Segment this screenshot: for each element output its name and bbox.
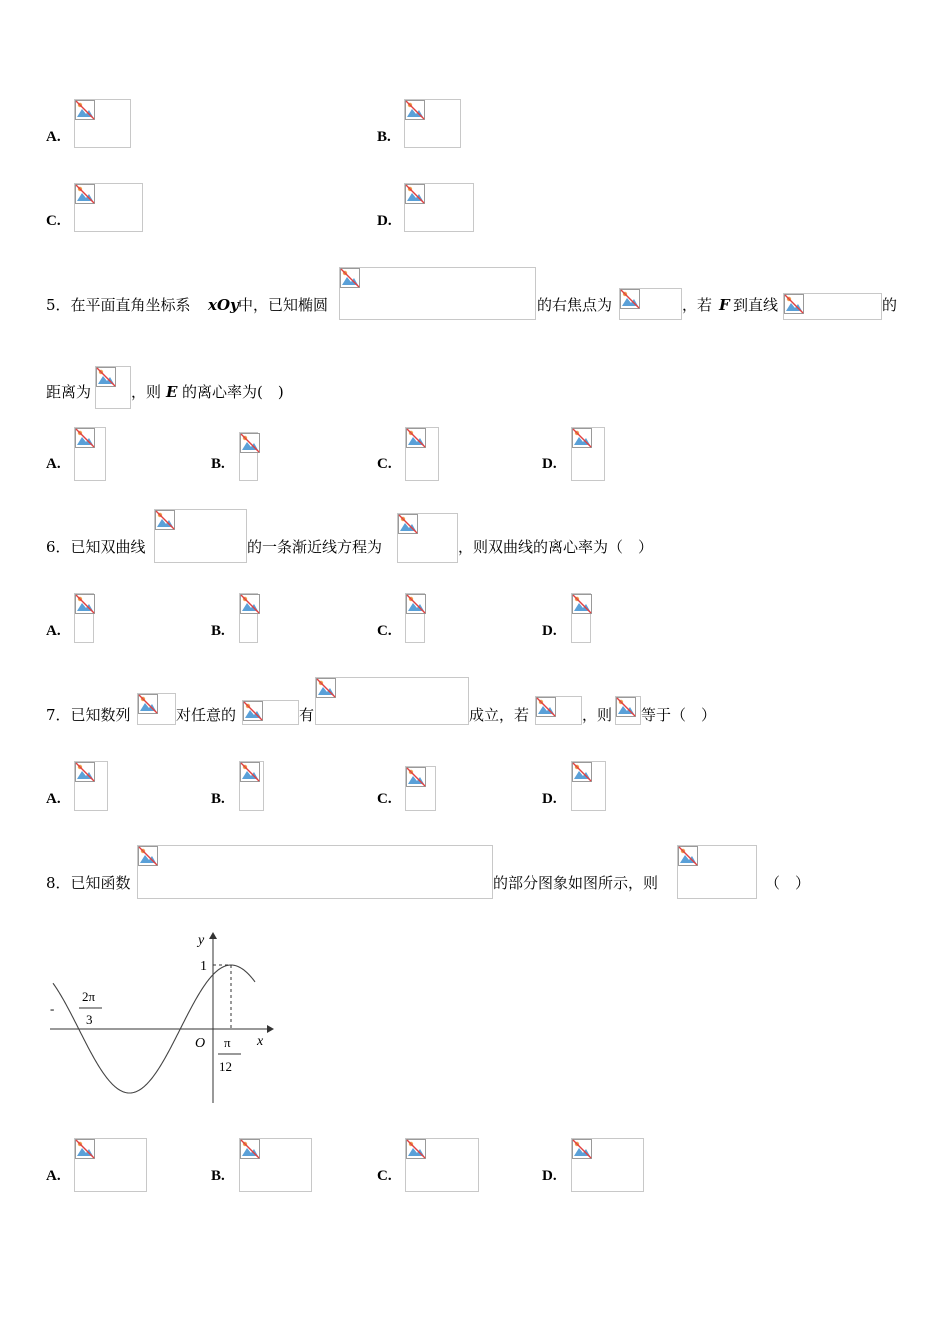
left-fraction-den: 3 (86, 1012, 93, 1027)
option-a-label: A. (46, 1168, 61, 1184)
broken-image-icon (75, 184, 95, 204)
q5-text: 中，已知椭圆 (238, 296, 329, 314)
broken-image-icon (75, 594, 95, 614)
broken-image-icon (75, 100, 95, 120)
q6-text: ，则双曲线的离心率为（ ） (458, 538, 654, 556)
formula-image (535, 696, 582, 725)
option-b-label: B. (211, 1168, 225, 1184)
broken-image-icon (240, 594, 260, 614)
broken-image-icon (75, 1139, 95, 1159)
left-fraction-num: 2π (82, 989, 96, 1004)
formula-image (242, 700, 299, 725)
formula-image (397, 513, 458, 563)
option-d-label: D. (542, 791, 557, 807)
option-b-label: B. (377, 129, 391, 145)
q5-f: F (719, 296, 730, 314)
broken-image-icon (75, 762, 95, 782)
q6-text: 6．已知双曲线 (46, 538, 146, 556)
formula-image (74, 761, 108, 811)
option-d-label: D. (377, 213, 392, 229)
q5-text: ，则 (131, 383, 162, 401)
formula-image (239, 432, 258, 481)
option-c-label: C. (377, 623, 392, 639)
broken-image-icon (406, 594, 426, 614)
broken-image-icon (406, 428, 426, 448)
option-c-label: C. (377, 1168, 392, 1184)
broken-image-icon (784, 294, 804, 314)
formula-image (783, 293, 882, 320)
formula-image (74, 183, 143, 232)
q7-text: ，则 (582, 706, 613, 724)
broken-image-icon (572, 1139, 592, 1159)
q5-text: 的 (882, 296, 898, 314)
max-value-label: 1 (200, 959, 207, 974)
formula-image (405, 427, 439, 481)
option-a-label: A. (46, 791, 61, 807)
formula-image (137, 693, 176, 725)
q5-text: ，若 (682, 296, 713, 314)
formula-image (405, 766, 436, 811)
option-d-label: D. (542, 1168, 557, 1184)
formula-image (571, 427, 605, 481)
q8-text: 8．已知函数 (46, 874, 131, 892)
option-b-label: B. (211, 791, 225, 807)
formula-image (95, 366, 131, 409)
broken-image-icon (240, 762, 260, 782)
neg-sign: - (50, 1001, 55, 1016)
sine-graph (45, 925, 275, 1110)
q8-text: 的部分图象如图所示，则 (493, 874, 659, 892)
q7-text: 等于（ ） (641, 706, 717, 724)
origin-label: O (195, 1036, 206, 1051)
broken-image-icon (138, 846, 158, 866)
formula-image (74, 427, 106, 481)
formula-image (619, 288, 682, 320)
formula-image (404, 99, 461, 148)
option-a-label: A. (46, 623, 61, 639)
q5-text: 的右焦点为 (537, 296, 613, 314)
formula-image (74, 1138, 147, 1192)
option-a-label: A. (46, 129, 61, 145)
formula-image (404, 183, 474, 232)
formula-image (571, 1138, 644, 1192)
option-a-label: A. (46, 456, 61, 472)
formula-image (677, 845, 757, 899)
x-axis-label: x (257, 1034, 264, 1049)
q5-xoy: xOy (208, 296, 239, 314)
q5-text: 5．在平面直角坐标系 (46, 296, 191, 314)
broken-image-icon (406, 1139, 426, 1159)
option-c-label: C. (377, 456, 392, 472)
option-d-label: D. (542, 456, 557, 472)
broken-image-icon (240, 433, 260, 453)
formula-image (239, 761, 264, 811)
formula-image (339, 267, 536, 320)
q5-text: 到直线 (733, 296, 779, 314)
broken-image-icon (620, 289, 640, 309)
broken-image-icon (96, 367, 116, 387)
q7-text: 对任意的 (176, 706, 237, 724)
broken-image-icon (405, 184, 425, 204)
formula-image (74, 593, 94, 643)
option-b-label: B. (211, 623, 225, 639)
formula-image (137, 845, 493, 899)
formula-image (571, 593, 591, 643)
broken-image-icon (398, 514, 418, 534)
q8-text: （ ） (765, 874, 811, 892)
broken-image-icon (75, 428, 95, 448)
formula-image (405, 593, 425, 643)
broken-image-icon (536, 697, 556, 717)
broken-image-icon (240, 1139, 260, 1159)
broken-image-icon (316, 678, 336, 698)
option-c-label: C. (46, 213, 61, 229)
formula-image (239, 1138, 312, 1192)
y-axis-arrow (209, 932, 217, 939)
right-fraction-den: 12 (219, 1059, 232, 1074)
broken-image-icon (572, 762, 592, 782)
q7-text: 成立，若 (469, 706, 530, 724)
y-axis-label: y (198, 933, 205, 948)
x-axis-arrow (267, 1025, 274, 1033)
broken-image-icon (340, 268, 360, 288)
q7-text: 有 (299, 706, 315, 724)
q7-text: 7．已知数列 (46, 706, 131, 724)
q5-e: E (166, 383, 178, 401)
broken-image-icon (155, 510, 175, 530)
formula-image (405, 1138, 479, 1192)
broken-image-icon (138, 694, 158, 714)
option-d-label: D. (542, 623, 557, 639)
broken-image-icon (678, 846, 698, 866)
formula-image (74, 99, 131, 148)
q5-text: 的离心率为( ) (182, 383, 284, 401)
broken-image-icon (406, 767, 426, 787)
right-fraction-num: π (224, 1035, 231, 1050)
broken-image-icon (405, 100, 425, 120)
option-b-label: B. (211, 456, 225, 472)
broken-image-icon (616, 697, 636, 717)
broken-image-icon (243, 701, 263, 721)
option-c-label: C. (377, 791, 392, 807)
broken-image-icon (572, 428, 592, 448)
q6-text: 的一条渐近线方程为 (247, 538, 383, 556)
broken-image-icon (572, 594, 592, 614)
formula-image (315, 677, 469, 725)
formula-image (239, 593, 258, 643)
q5-text: 距离为 (46, 383, 92, 401)
formula-image (571, 761, 606, 811)
formula-image (154, 509, 247, 563)
formula-image (615, 696, 641, 725)
